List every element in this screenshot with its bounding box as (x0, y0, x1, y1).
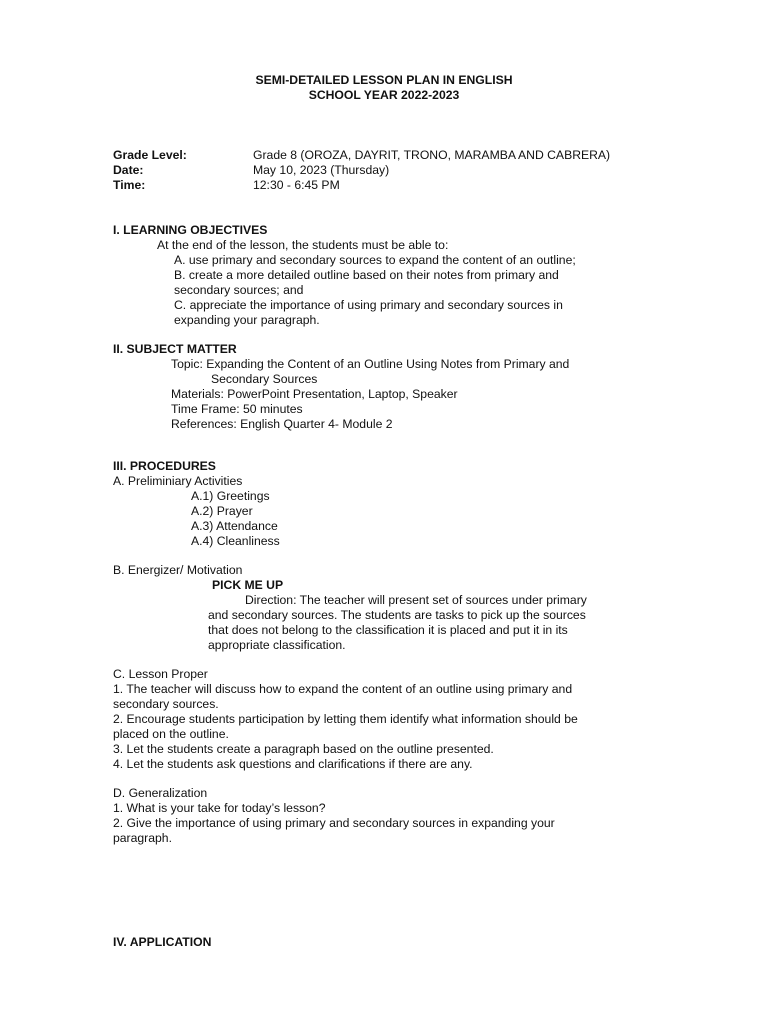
lesson-proper-item2-line2: placed on the outline. (113, 727, 229, 741)
motivation-direction-line1: Direction: The teacher will present set of sources under primary (245, 593, 587, 607)
lesson-proper-item1-line1: 1. The teacher will discuss how to expand the content of an outline using primary and (113, 682, 573, 696)
time-value: 12:30 - 6:45 PM (253, 178, 340, 192)
subject-topic-line1: Topic: Expanding the Content of an Outline Using Notes from Primary and (171, 357, 570, 371)
motivation-title: PICK ME UP (212, 578, 284, 592)
lesson-proper-item4: 4. Let the students ask questions and clarifications if there are any. (113, 757, 473, 771)
lesson-proper-item3: 3. Let the students create a paragraph based on the outline presented. (113, 742, 494, 756)
school-year: SCHOOL YEAR 2022-2023 (308, 88, 460, 102)
lesson-proper-heading: C. Lesson Proper (113, 667, 208, 681)
generalization-item2-line2: paragraph. (113, 831, 172, 845)
subject-time-frame: Time Frame: 50 minutes (171, 402, 303, 416)
preliminary-heading: A. Preliminiary Activities (113, 474, 243, 488)
preliminary-item-prayer: A.2) Prayer (191, 504, 253, 518)
subject-references: References: English Quarter 4- Module 2 (171, 417, 393, 431)
preliminary-item-cleanliness: A.4) Cleanliness (191, 534, 280, 548)
document-title: SEMI-DETAILED LESSON PLAN IN ENGLISH (255, 73, 513, 87)
subject-topic-line2: Secondary Sources (211, 372, 318, 386)
generalization-heading: D. Generalization (113, 786, 208, 800)
objectives-heading: I. LEARNING OBJECTIVES (113, 223, 268, 237)
subject-heading: II. SUBJECT MATTER (113, 342, 237, 356)
grade-level-label: Grade Level: (113, 148, 187, 162)
objective-a: A. use primary and secondary sources to expand the content of an outline; (174, 253, 576, 267)
time-label: Time: (113, 178, 146, 192)
objective-c-line2: expanding your paragraph. (174, 313, 320, 327)
motivation-heading: B. Energizer/ Motivation (113, 563, 243, 577)
lesson-proper-item1-line2: secondary sources. (113, 697, 219, 711)
motivation-direction-line4: appropriate classification. (208, 638, 346, 652)
motivation-direction-line3: that does not belong to the classification it is placed and put it in its (208, 623, 568, 637)
objectives-intro: At the end of the lesson, the students must be able to: (157, 238, 449, 252)
objective-c-line1: C. appreciate the importance of using primary and secondary sources in (174, 298, 563, 312)
objective-b-line1: B. create a more detailed outline based on their notes from primary and (174, 268, 559, 282)
generalization-item2-line1: 2. Give the importance of using primary and secondary sources in expanding your (113, 816, 555, 830)
procedures-heading: III. PROCEDURES (113, 459, 216, 473)
application-heading: IV. APPLICATION (113, 935, 212, 949)
date-value: May 10, 2023 (Thursday) (253, 163, 390, 177)
preliminary-item-attendance: A.3) Attendance (191, 519, 278, 533)
generalization-item1: 1. What is your take for today’s lesson? (113, 801, 326, 815)
motivation-direction-line2: and secondary sources. The students are tasks to pick up the sources (208, 608, 586, 622)
date-label: Date: (113, 163, 144, 177)
lesson-proper-item2-line1: 2. Encourage students participation by letting them identify what information should be (113, 712, 578, 726)
preliminary-item-greetings: A.1) Greetings (191, 489, 270, 503)
objective-b-line2: secondary sources; and (174, 283, 304, 297)
subject-materials: Materials: PowerPoint Presentation, Laptop, Speaker (171, 387, 458, 401)
grade-level-value: Grade 8 (OROZA, DAYRIT, TRONO, MARAMBA AND CABRERA) (253, 148, 611, 162)
